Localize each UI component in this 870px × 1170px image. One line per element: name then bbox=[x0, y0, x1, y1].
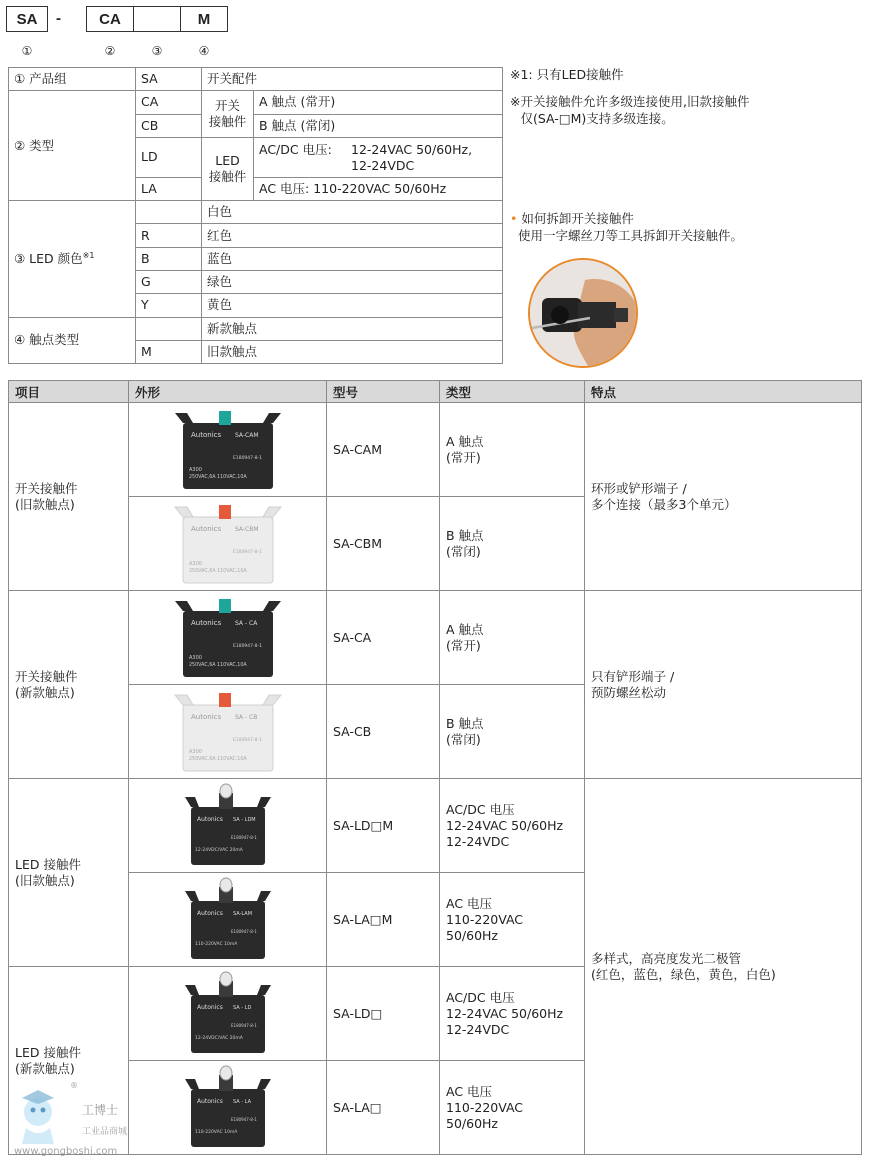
product-image bbox=[129, 1061, 327, 1155]
feature-cell: 只有铲形端子 / 预防螺丝松动 bbox=[585, 591, 862, 779]
ordering-desc: 黄色 bbox=[202, 294, 503, 317]
ld-voltage-label: AC/DC 电压: bbox=[259, 141, 332, 157]
ordering-code: G bbox=[136, 271, 202, 294]
model-cell: SA-LA□M bbox=[327, 873, 440, 967]
code-sa: SA bbox=[16, 10, 38, 28]
ordering-code: SA bbox=[136, 68, 202, 91]
cert-text: E180947-8-1 bbox=[232, 455, 262, 461]
model-cell: SA-CA bbox=[327, 591, 440, 685]
model-text: SA - LD bbox=[232, 1004, 251, 1011]
header-feature: 特点 bbox=[585, 381, 862, 403]
type-cell: A 触点 (常开) bbox=[440, 403, 585, 497]
ordering-row-group bbox=[9, 68, 503, 91]
ordering-code: LA bbox=[136, 177, 202, 200]
code-num-2: ② bbox=[104, 44, 116, 58]
ordering-group-led: LED 接触件 bbox=[202, 137, 254, 200]
ordering-desc: B 触点 (常闭) bbox=[254, 114, 503, 137]
product-image bbox=[129, 685, 327, 779]
item-cell: 开关接触件 (旧款触点) bbox=[9, 403, 129, 591]
sa-ld-image bbox=[183, 971, 273, 1057]
ordering-label: ④ 触点类型 bbox=[9, 317, 136, 364]
model-cell: SA-CAM bbox=[327, 403, 440, 497]
brand-text: Autonics bbox=[196, 909, 223, 917]
code-box-type bbox=[86, 6, 134, 32]
ordering-desc: 红色 bbox=[202, 224, 503, 247]
ordering-row-contact bbox=[9, 317, 503, 340]
ordering-code: LD bbox=[136, 137, 202, 177]
rating-a300-text: A300 bbox=[188, 560, 202, 567]
brand-text: Autonics bbox=[196, 1097, 223, 1105]
product-image bbox=[129, 497, 327, 591]
registered-mark: ® bbox=[70, 1081, 78, 1090]
rating-text: 12-24VDC/VAC 20mA bbox=[194, 1035, 243, 1041]
cert-text: E180947-8-1 bbox=[230, 1116, 257, 1122]
product-image bbox=[129, 873, 327, 967]
howto-text: 使用一字螺丝刀等工具拆卸开关接触件。 bbox=[518, 228, 744, 243]
footnote-mark: ※1 bbox=[82, 250, 95, 260]
howto-photo bbox=[528, 258, 638, 368]
ordering-desc: 蓝色 bbox=[202, 247, 503, 270]
brand-text: Autonics bbox=[190, 524, 221, 533]
sa-cam-image bbox=[173, 407, 283, 493]
item-cell: LED 接触件 (旧款触点) bbox=[9, 779, 129, 967]
model-text: SA - CB bbox=[234, 713, 257, 721]
product-image bbox=[129, 967, 327, 1061]
ordering-row-type bbox=[9, 91, 503, 114]
ordering-code: CB bbox=[136, 114, 202, 137]
cert-text: E180947-8-1 bbox=[230, 834, 257, 840]
table-row bbox=[9, 779, 862, 873]
rating-text: 250VAC,6A 110VAC,10A bbox=[188, 756, 247, 762]
ordering-desc: 新款触点 bbox=[202, 317, 503, 340]
type-cell: A 触点 (常开) bbox=[440, 591, 585, 685]
howto-title: 如何拆卸开关接触件 bbox=[521, 211, 634, 226]
feature-cell: 多样式，高亮度发光二极管 (红色，蓝色，绿色，黄色，白色) bbox=[585, 779, 862, 1155]
watermark-brand: 工博士 bbox=[82, 1103, 119, 1117]
ordering-group-switch: 开关 接触件 bbox=[202, 91, 254, 138]
howto-title-row bbox=[510, 210, 634, 227]
ordering-label: ③ LED 颜色 bbox=[14, 250, 83, 266]
product-image bbox=[129, 403, 327, 497]
type-cell: B 触点 (常闭) bbox=[440, 497, 585, 591]
ordering-desc-ld bbox=[254, 137, 503, 177]
ordering-desc: A 触点 (常开) bbox=[254, 91, 503, 114]
product-image bbox=[129, 779, 327, 873]
rating-text: 110-220VAC 10mA bbox=[194, 941, 237, 947]
spec-header-row bbox=[9, 381, 862, 403]
rating-text: 250VAC,6A 110VAC,10A bbox=[188, 474, 247, 480]
watermark-url: www.gongboshi.com bbox=[14, 1146, 118, 1157]
ordering-desc: 旧款触点 bbox=[202, 340, 503, 363]
ordering-code: Y bbox=[136, 294, 202, 317]
model-text: SA - LA bbox=[232, 1098, 251, 1105]
ordering-label: ① 产品组 bbox=[9, 68, 136, 91]
sa-cb-image bbox=[173, 689, 283, 775]
rating-text: 12-24VDC/VAC 20mA bbox=[194, 847, 243, 853]
type-cell: AC 电压 110-220VAC 50/60Hz bbox=[440, 1061, 585, 1155]
watermark-logo bbox=[10, 1078, 150, 1168]
bullet-icon: • bbox=[510, 211, 518, 226]
rating-a300-text: A300 bbox=[188, 466, 202, 473]
model-text: SA - CA bbox=[234, 619, 257, 627]
model-text: SA-CBM bbox=[234, 525, 259, 533]
ordering-code: B bbox=[136, 247, 202, 270]
model-cell: SA-CBM bbox=[327, 497, 440, 591]
ordering-desc: AC 电压: 110-220VAC 50/60Hz bbox=[254, 177, 503, 200]
ordering-table bbox=[8, 67, 503, 364]
sa-ca-image bbox=[173, 595, 283, 681]
brand-text: Autonics bbox=[190, 618, 221, 627]
header-item: 项目 bbox=[9, 381, 129, 403]
code-dash: - bbox=[56, 10, 61, 27]
ordering-desc: 开关配件 bbox=[202, 68, 503, 91]
ordering-code: CA bbox=[136, 91, 202, 114]
rating-text: 250VAC,6A 110VAC,10A bbox=[188, 568, 247, 574]
brand-text: Autonics bbox=[190, 712, 221, 721]
item-cell: 开关接触件 (新款触点) bbox=[9, 591, 129, 779]
model-cell: SA-LD□M bbox=[327, 779, 440, 873]
rating-a300-text: A300 bbox=[188, 748, 202, 755]
model-cell: SA-LA□ bbox=[327, 1061, 440, 1155]
note-mark: ※ bbox=[510, 94, 521, 109]
ordering-code: R bbox=[136, 224, 202, 247]
ordering-code: M bbox=[136, 340, 202, 363]
ordering-label: ② 类型 bbox=[9, 91, 136, 201]
note-multistage-text: 开关接触件允许多级连接使用,旧款接触件 仅(SA-□M)支持多级连接。 bbox=[520, 94, 750, 126]
brand-text: Autonics bbox=[196, 1003, 223, 1011]
code-num-1: ① bbox=[21, 44, 33, 58]
header-model: 型号 bbox=[327, 381, 440, 403]
note-led-only: ※1: 只有LED接触件 bbox=[510, 67, 624, 82]
cert-text: E180947-8-1 bbox=[230, 928, 257, 934]
table-row bbox=[9, 403, 862, 497]
note-multistage bbox=[510, 93, 749, 127]
type-cell: AC 电压 110-220VAC 50/60Hz bbox=[440, 873, 585, 967]
brand-text: Autonics bbox=[196, 815, 223, 823]
header-shape: 外形 bbox=[129, 381, 327, 403]
ld-voltage-values: 12-24VAC 50/60Hz, 12-24VDC bbox=[351, 141, 473, 174]
spec-table bbox=[8, 380, 862, 1155]
type-cell: AC/DC 电压 12-24VAC 50/60Hz 12-24VDC bbox=[440, 779, 585, 873]
ordering-desc: 绿色 bbox=[202, 271, 503, 294]
feature-cell: 环形或铲形端子 / 多个连接（最多3个单元） bbox=[585, 403, 862, 591]
header-type: 类型 bbox=[440, 381, 585, 403]
product-image bbox=[129, 591, 327, 685]
model-text: SA - LDM bbox=[232, 816, 256, 823]
code-num-3: ③ bbox=[151, 44, 163, 58]
cert-text: E180947-8-1 bbox=[232, 643, 262, 649]
type-cell: AC/DC 电压 12-24VAC 50/60Hz 12-24VDC bbox=[440, 967, 585, 1061]
type-cell: B 触点 (常闭) bbox=[440, 685, 585, 779]
code-ca: CA bbox=[99, 10, 121, 28]
sa-lam-image bbox=[183, 877, 273, 963]
brand-text: Autonics bbox=[190, 430, 221, 439]
sa-ldm-image bbox=[183, 783, 273, 869]
ordering-row-color bbox=[9, 201, 503, 224]
code-box-sa bbox=[6, 6, 48, 32]
sa-cbm-image bbox=[173, 501, 283, 587]
ordering-code bbox=[136, 317, 202, 340]
model-cell: SA-LD□ bbox=[327, 967, 440, 1061]
model-text: SA-LAM bbox=[232, 910, 252, 917]
ordering-desc: 白色 bbox=[202, 201, 503, 224]
cert-text: E180947-8-1 bbox=[232, 737, 262, 743]
sa-la-image bbox=[183, 1065, 273, 1151]
rating-text: 110-220VAC 10mA bbox=[194, 1129, 237, 1135]
cert-text: E180947-8-1 bbox=[232, 549, 262, 555]
ordering-label-color bbox=[9, 201, 136, 317]
model-text: SA-CAM bbox=[234, 431, 259, 439]
cert-text: E180947-8-1 bbox=[230, 1022, 257, 1028]
item-cell: LED 接触件 (新款触点) bbox=[9, 967, 129, 1155]
code-m: M bbox=[197, 10, 211, 28]
code-box-color bbox=[133, 6, 181, 32]
rating-a300-text: A300 bbox=[188, 654, 202, 661]
code-num-4: ④ bbox=[198, 44, 210, 58]
watermark-subtitle: 工业品商城 bbox=[82, 1127, 128, 1137]
screwdriver-removal-illustration bbox=[530, 260, 638, 368]
ordering-code bbox=[136, 201, 202, 224]
code-box-contact bbox=[180, 6, 228, 32]
model-cell: SA-CB bbox=[327, 685, 440, 779]
rating-text: 250VAC,6A 110VAC,10A bbox=[188, 662, 247, 668]
table-row bbox=[9, 591, 862, 685]
